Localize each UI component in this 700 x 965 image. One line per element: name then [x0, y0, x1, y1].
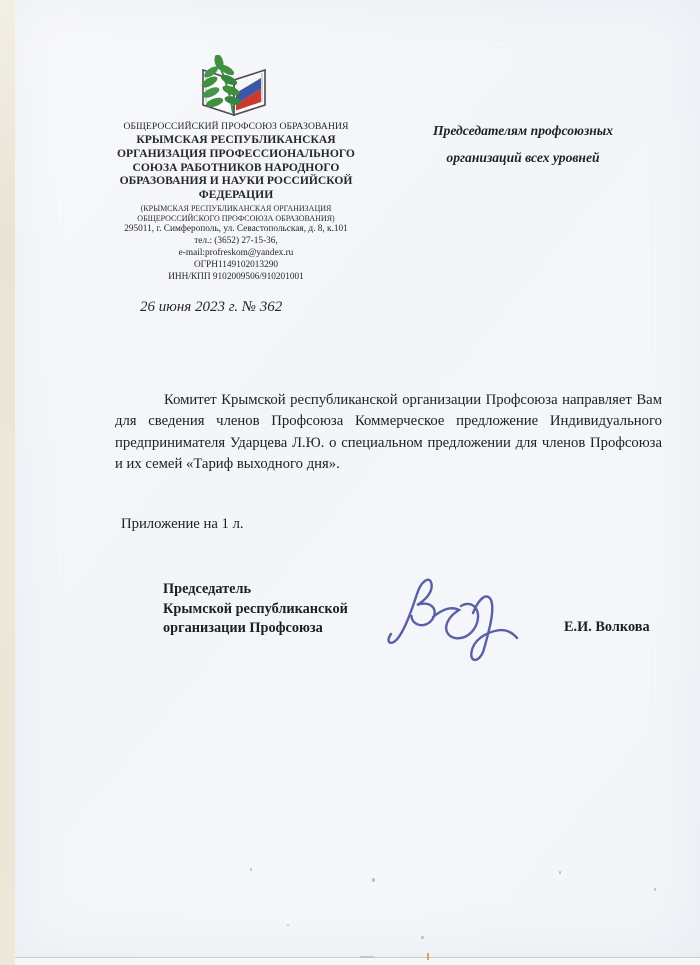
- addressee-line: организаций всех уровней: [446, 150, 600, 165]
- org-name-line: ОБРАЗОВАНИЯ И НАУКИ РОССИЙСКОЙ: [119, 174, 353, 188]
- education-union-emblem-icon: [197, 55, 273, 121]
- signer-title-line: Председатель: [163, 581, 252, 597]
- union-name: ОБЩЕРОССИЙСКИЙ ПРОФСОЮЗ ОБРАЗОВАНИЯ: [123, 121, 349, 132]
- dust-speck: [654, 888, 656, 891]
- signature-stroke: [389, 580, 517, 660]
- scan-artifact-mark: [360, 956, 374, 958]
- org-email: e-mail:profreskom@yandex.ru: [178, 247, 294, 258]
- signer-name: Е.И. Волкова: [564, 619, 650, 635]
- org-phone: тел.: (3652) 27-15-36,: [194, 236, 278, 247]
- scan-left-margin-strip: [0, 0, 15, 965]
- addressee-block: [392, 117, 654, 171]
- org-name-line: ФЕДЕРАЦИИ: [198, 188, 274, 202]
- org-inn-kpp: ИНН/КПП 9102009506/910201001: [168, 271, 304, 282]
- signer-title: [163, 580, 348, 639]
- dust-speck: [250, 868, 252, 871]
- scan-bottom-edge: [15, 957, 700, 965]
- org-alt-name-line: (КРЫМСКАЯ РЕСПУБЛИКАНСКАЯ ОРГАНИЗАЦИЯ: [140, 203, 332, 213]
- org-address: 295011, г. Симферополь, ул. Севастопольская, д. 8, к.101: [124, 224, 348, 235]
- org-ogrn: ОГРН1149102013290: [193, 259, 279, 270]
- signer-title-line: организации Профсоюза: [163, 620, 323, 637]
- signer-title-line: Крымской республиканской: [163, 600, 348, 617]
- letterhead: [92, 121, 380, 284]
- handwritten-signature: [384, 568, 536, 678]
- dust-speck: [287, 924, 289, 926]
- org-alt-name-line: ОБЩЕРОССИЙСКОГО ПРОФСОЮЗА ОБРАЗОВАНИЯ): [137, 213, 335, 223]
- dust-speck: [559, 871, 561, 874]
- org-name-line: КРЫМСКАЯ РЕСПУБЛИКАНСКАЯ: [136, 133, 336, 146]
- attachment-note: Приложение на 1 л.: [121, 516, 244, 532]
- addressee-line: Председателям профсоюзных: [432, 123, 614, 138]
- letter-body-paragraph: Комитет Крымской республиканской организации Профсоюза направляет Вам для сведения членов Профсоюза Коммерческое предложение Индивидуального предпринимателя Ударцева Л.Ю. о специальном предложении для членов Профсоюза и их семей «Тариф выходного дня».: [115, 392, 662, 473]
- org-name-line: СОЮЗА РАБОТНИКОВ НАРОДНОГО: [132, 160, 340, 174]
- org-name-line: ОРГАНИЗАЦИЯ ПРОФЕССИОНАЛЬНОГО: [117, 146, 355, 160]
- date-and-number: 26 июня 2023 г. № 362: [140, 299, 283, 315]
- dust-speck: [372, 878, 375, 882]
- dust-speck: [421, 936, 424, 939]
- scan-artifact-mark: [427, 953, 429, 960]
